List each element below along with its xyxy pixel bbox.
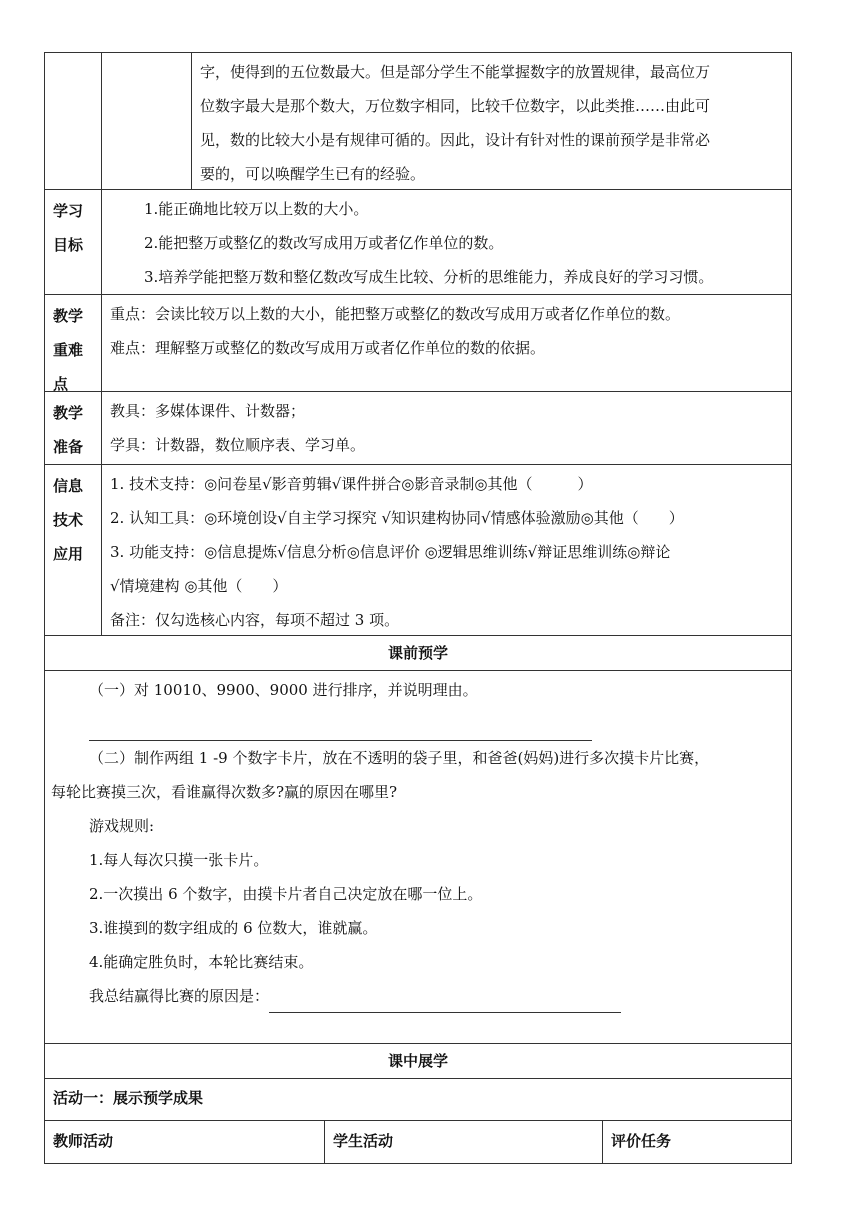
- intro-row: [45, 53, 791, 190]
- it-item: √情境建构 ◎其他（ ）: [110, 577, 288, 595]
- summary-blank[interactable]: [269, 992, 621, 1013]
- key-points-row: [45, 295, 791, 392]
- intro-line: 位数字最大是那个数大，万位数字相同，比较千位数字，以此类推……由此可: [200, 97, 711, 115]
- answer-blank[interactable]: [89, 720, 592, 741]
- preview-content: [45, 671, 791, 1043]
- rules-title: 游戏规则:: [89, 817, 155, 835]
- key-label-line: 教学: [53, 307, 84, 325]
- goals-label: [45, 190, 102, 294]
- prep-row: [45, 392, 791, 465]
- summary-label: 我总结赢得比赛的原因是：: [89, 987, 270, 1005]
- col-teacher: 教师活动: [45, 1121, 325, 1163]
- goals-label-line: 学习: [53, 202, 84, 220]
- goals-row: [45, 190, 791, 295]
- col-evaluation: 评价任务: [611, 1132, 672, 1150]
- prep-label-line: 准备: [53, 438, 84, 456]
- intro-label-cell: [45, 53, 102, 189]
- it-row: [45, 465, 791, 636]
- rule-item: 3.谁摸到的数字组成的 6 位数大，谁就赢。: [89, 919, 378, 937]
- intro-line: 字，使得到的五位数最大。但是部分学生不能掌握数字的放置规律，最高位万: [200, 63, 711, 81]
- goals-content: [102, 190, 791, 294]
- it-label: [45, 465, 102, 635]
- it-item: 1. 技术支持：◎问卷星√影音剪辑√课件拼合◎影音录制◎其他（ ）: [110, 475, 593, 493]
- intro-mid-cell: [102, 53, 192, 189]
- key-points-label: [45, 295, 102, 391]
- goal-item: 2.能把整万或整亿的数改写成用万或者亿作单位的数。: [144, 234, 504, 252]
- preview-title-row: [45, 636, 791, 671]
- it-item: 3. 功能支持：◎信息提炼√信息分析◎信息评价 ◎逻辑思维训练√辩证思维训练◎辩论: [110, 543, 671, 561]
- prep-content: [102, 392, 791, 464]
- rule-item: 2.一次摸出 6 个数字，由摸卡片者自己决定放在哪一位上。: [89, 885, 483, 903]
- preview-title: 课前预学: [387, 644, 448, 662]
- it-content: [102, 465, 791, 635]
- key-point-item: 难点：理解整万或整亿的数改写成用万或者亿作单位的数的依据。: [110, 339, 546, 357]
- key-points-content: [102, 295, 791, 391]
- preview-q2: （二）制作两组 1 -9 个数字卡片，放在不透明的袋子里，和爸爸(妈妈)进行多次摸卡片比赛，: [89, 749, 710, 767]
- col-student: 学生活动: [325, 1121, 603, 1163]
- rule-item: 1.每人每次只摸一张卡片。: [89, 851, 269, 869]
- goal-item: 1.能正确地比较万以上数的大小。: [144, 200, 369, 218]
- intro-line: 见，数的比较大小是有规律可循的。因此，设计有针对性的课前预学是非常必: [200, 131, 711, 149]
- it-label-line: 技术: [53, 511, 84, 529]
- activity-header-row: [45, 1121, 791, 1164]
- it-label-line: 应用: [53, 545, 84, 563]
- key-label-line: 点: [53, 375, 69, 393]
- answer-line-1[interactable]: [45, 707, 791, 741]
- intro-text-cell: [192, 53, 791, 189]
- it-note: 备注：仅勾选核心内容，每项不超过 3 项。: [110, 611, 400, 629]
- activity-title: 活动一：展示预学成果: [53, 1089, 204, 1107]
- summary-line: [45, 979, 791, 1013]
- key-label-line: 重难: [53, 341, 84, 359]
- prep-item: 学具：计数器，数位顺序表、学习单。: [110, 436, 366, 454]
- preview-q1: （一）对 10010、9900、9000 进行排序，并说明理由。: [89, 681, 478, 699]
- goal-item: 3.培养学能把整万数和整亿数改写成生比较、分析的思维能力，养成良好的学习习惯。: [144, 268, 714, 286]
- it-item: 2. 认知工具：◎环境创设√自主学习探究 √知识建构协同√情感体验激励◎其他（ ）: [110, 509, 684, 527]
- intro-line: 要的，可以唤醒学生已有的经验。: [200, 165, 426, 183]
- class-title-row: [45, 1044, 791, 1079]
- key-point-item: 重点：会读比较万以上数的大小，能把整万或整亿的数改写成用万或者亿作单位的数。: [110, 305, 681, 323]
- class-title: 课中展学: [387, 1052, 448, 1070]
- it-label-line: 信息: [53, 477, 84, 495]
- goals-label-line: 目标: [53, 236, 84, 254]
- preview-q2-cont: 每轮比赛摸三次，看谁赢得次数多?赢的原因在哪里?: [51, 783, 398, 801]
- lesson-plan-table: [44, 52, 792, 1164]
- activity-row: [45, 1079, 791, 1121]
- preview-content-row: [45, 671, 791, 1044]
- prep-label: [45, 392, 102, 464]
- prep-label-line: 教学: [53, 404, 84, 422]
- prep-item: 教具：多媒体课件、计数器；: [110, 402, 306, 420]
- rule-item: 4.能确定胜负时，本轮比赛结束。: [89, 953, 314, 971]
